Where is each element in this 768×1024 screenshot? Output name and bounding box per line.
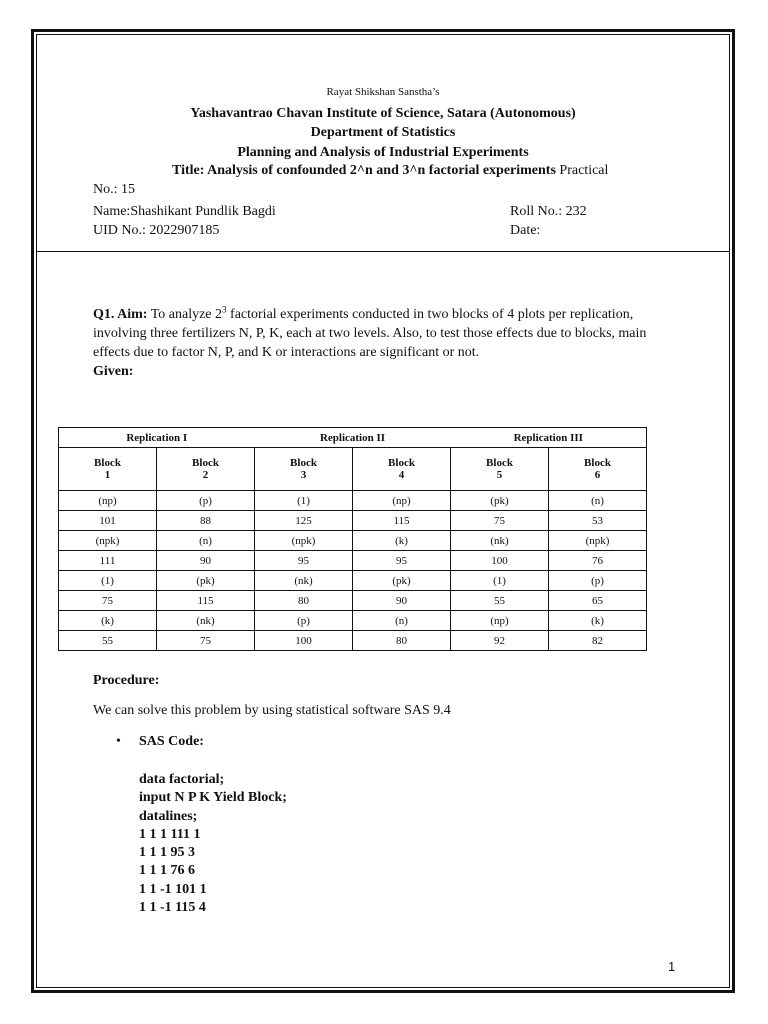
title-label: Title: Analysis of confounded 2^n and 3^n factorial experiments [172,163,556,178]
table-cell: 75 [59,591,157,611]
procedure-heading: Procedure: [93,673,160,688]
sas-code-label: SAS Code: [139,734,204,749]
table-cell: 65 [549,591,647,611]
table-row [59,591,647,611]
code-line: 1 1 -1 115 4 [139,900,206,916]
table-cell: 53 [549,511,647,531]
block-header-row [59,448,647,491]
table-cell: (npk) [255,531,353,551]
table-row [59,531,647,551]
table-cell: (nk) [451,531,549,551]
table-cell: 75 [451,511,549,531]
code-line: input N P K Yield Block; [139,790,287,806]
table-row [59,491,647,511]
replication-header-row [59,428,647,448]
block-header: Block 4 [353,448,451,491]
table-cell: 90 [353,591,451,611]
table-cell: (npk) [549,531,647,551]
table-cell: 76 [549,551,647,571]
page-number: 1 [668,959,676,974]
replication-table [58,427,647,651]
table-cell: (nk) [157,611,255,631]
table-row [59,551,647,571]
code-line: 1 1 -1 101 1 [139,881,207,897]
practical-number: No.: 15 [93,182,135,197]
aim-label: Q1. Aim: [93,307,148,322]
given-label: Given: [93,364,134,379]
aim-text-start: To analyze 2 [147,307,223,322]
table-cell: (1) [451,571,549,591]
table-cell: (p) [549,571,647,591]
practical-label: Practical [555,163,609,178]
table-cell: 100 [255,631,353,651]
date-field: Date: [510,223,541,238]
code-line: 1 1 1 76 6 [139,863,195,879]
block-header: Block 1 [59,448,157,491]
department-name: Department of Statistics [310,125,456,140]
table-cell: (k) [59,611,157,631]
table-cell: (pk) [353,571,451,591]
table-cell: 100 [451,551,549,571]
table-cell: (k) [549,611,647,631]
table-cell: 115 [353,511,451,531]
code-line: datalines; [139,808,198,824]
table-cell: 55 [451,591,549,611]
table-cell: 55 [59,631,157,651]
table-cell: 75 [157,631,255,651]
table-cell: 115 [157,591,255,611]
table-cell: 82 [549,631,647,651]
table-cell: (k) [353,531,451,551]
table-cell: 80 [353,631,451,651]
table-cell: 125 [255,511,353,531]
uid-number: UID No.: 2022907185 [93,223,220,238]
table-cell: 111 [59,551,157,571]
header-divider [36,251,730,252]
practical-title [172,163,608,179]
table-cell: 95 [255,551,353,571]
table-cell: (p) [255,611,353,631]
table-cell: 80 [255,591,353,611]
table-cell: 88 [157,511,255,531]
name-value: Shashikant Pundlik Bagdi [130,204,276,219]
table-cell: (p) [157,491,255,511]
code-line: 1 1 1 111 1 [139,826,201,842]
bullet-icon: • [116,734,121,749]
replication-header: Replication I [59,428,255,448]
aim-text-rest: factorial experiments conducted in two blocks of 4 plots per replication, involving three fertilizers N, P, K, each at two levels. Also, to test those effects due to blocks, main effects due to factor N, P, and K or interactions are significant or not. [93,307,647,360]
table-cell: (pk) [157,571,255,591]
block-header: Block 2 [157,448,255,491]
table-cell: (np) [353,491,451,511]
table-row [59,631,647,651]
table-cell: 90 [157,551,255,571]
table-row [59,511,647,531]
block-header: Block 3 [255,448,353,491]
replication-header: Replication III [451,428,647,448]
table-cell: (n) [353,611,451,631]
table-cell: 95 [353,551,451,571]
table-cell: (n) [157,531,255,551]
aim-superscript: 3 [222,304,227,315]
roll-number: Roll No.: 232 [510,204,587,219]
course-name: Planning and Analysis of Industrial Experiments [237,145,529,160]
table-cell: (nk) [255,571,353,591]
block-header: Block 5 [451,448,549,491]
table-cell: (1) [59,571,157,591]
table-cell: (1) [255,491,353,511]
table-row [59,571,647,591]
table-cell: (pk) [451,491,549,511]
code-line: 1 1 1 95 3 [139,845,195,861]
table-cell: (npk) [59,531,157,551]
name-label: Name: [93,204,131,219]
table-cell: (np) [59,491,157,511]
table-cell: (np) [451,611,549,631]
table-row [59,611,647,631]
sanstha-name: Rayat Shikshan Sanstha’s [326,86,440,98]
replication-header: Replication II [255,428,451,448]
institute-name: Yashavantrao Chavan Institute of Science, Satara (Autonomous) [190,106,576,121]
table-cell: 92 [451,631,549,651]
aim-paragraph [93,305,673,381]
block-header: Block 6 [549,448,647,491]
procedure-text: We can solve this problem by using statistical software SAS 9.4 [93,703,451,718]
code-line: data factorial; [139,772,225,787]
table-cell: 101 [59,511,157,531]
student-name [93,204,276,220]
table-cell: (n) [549,491,647,511]
sas-code-block [139,771,287,917]
